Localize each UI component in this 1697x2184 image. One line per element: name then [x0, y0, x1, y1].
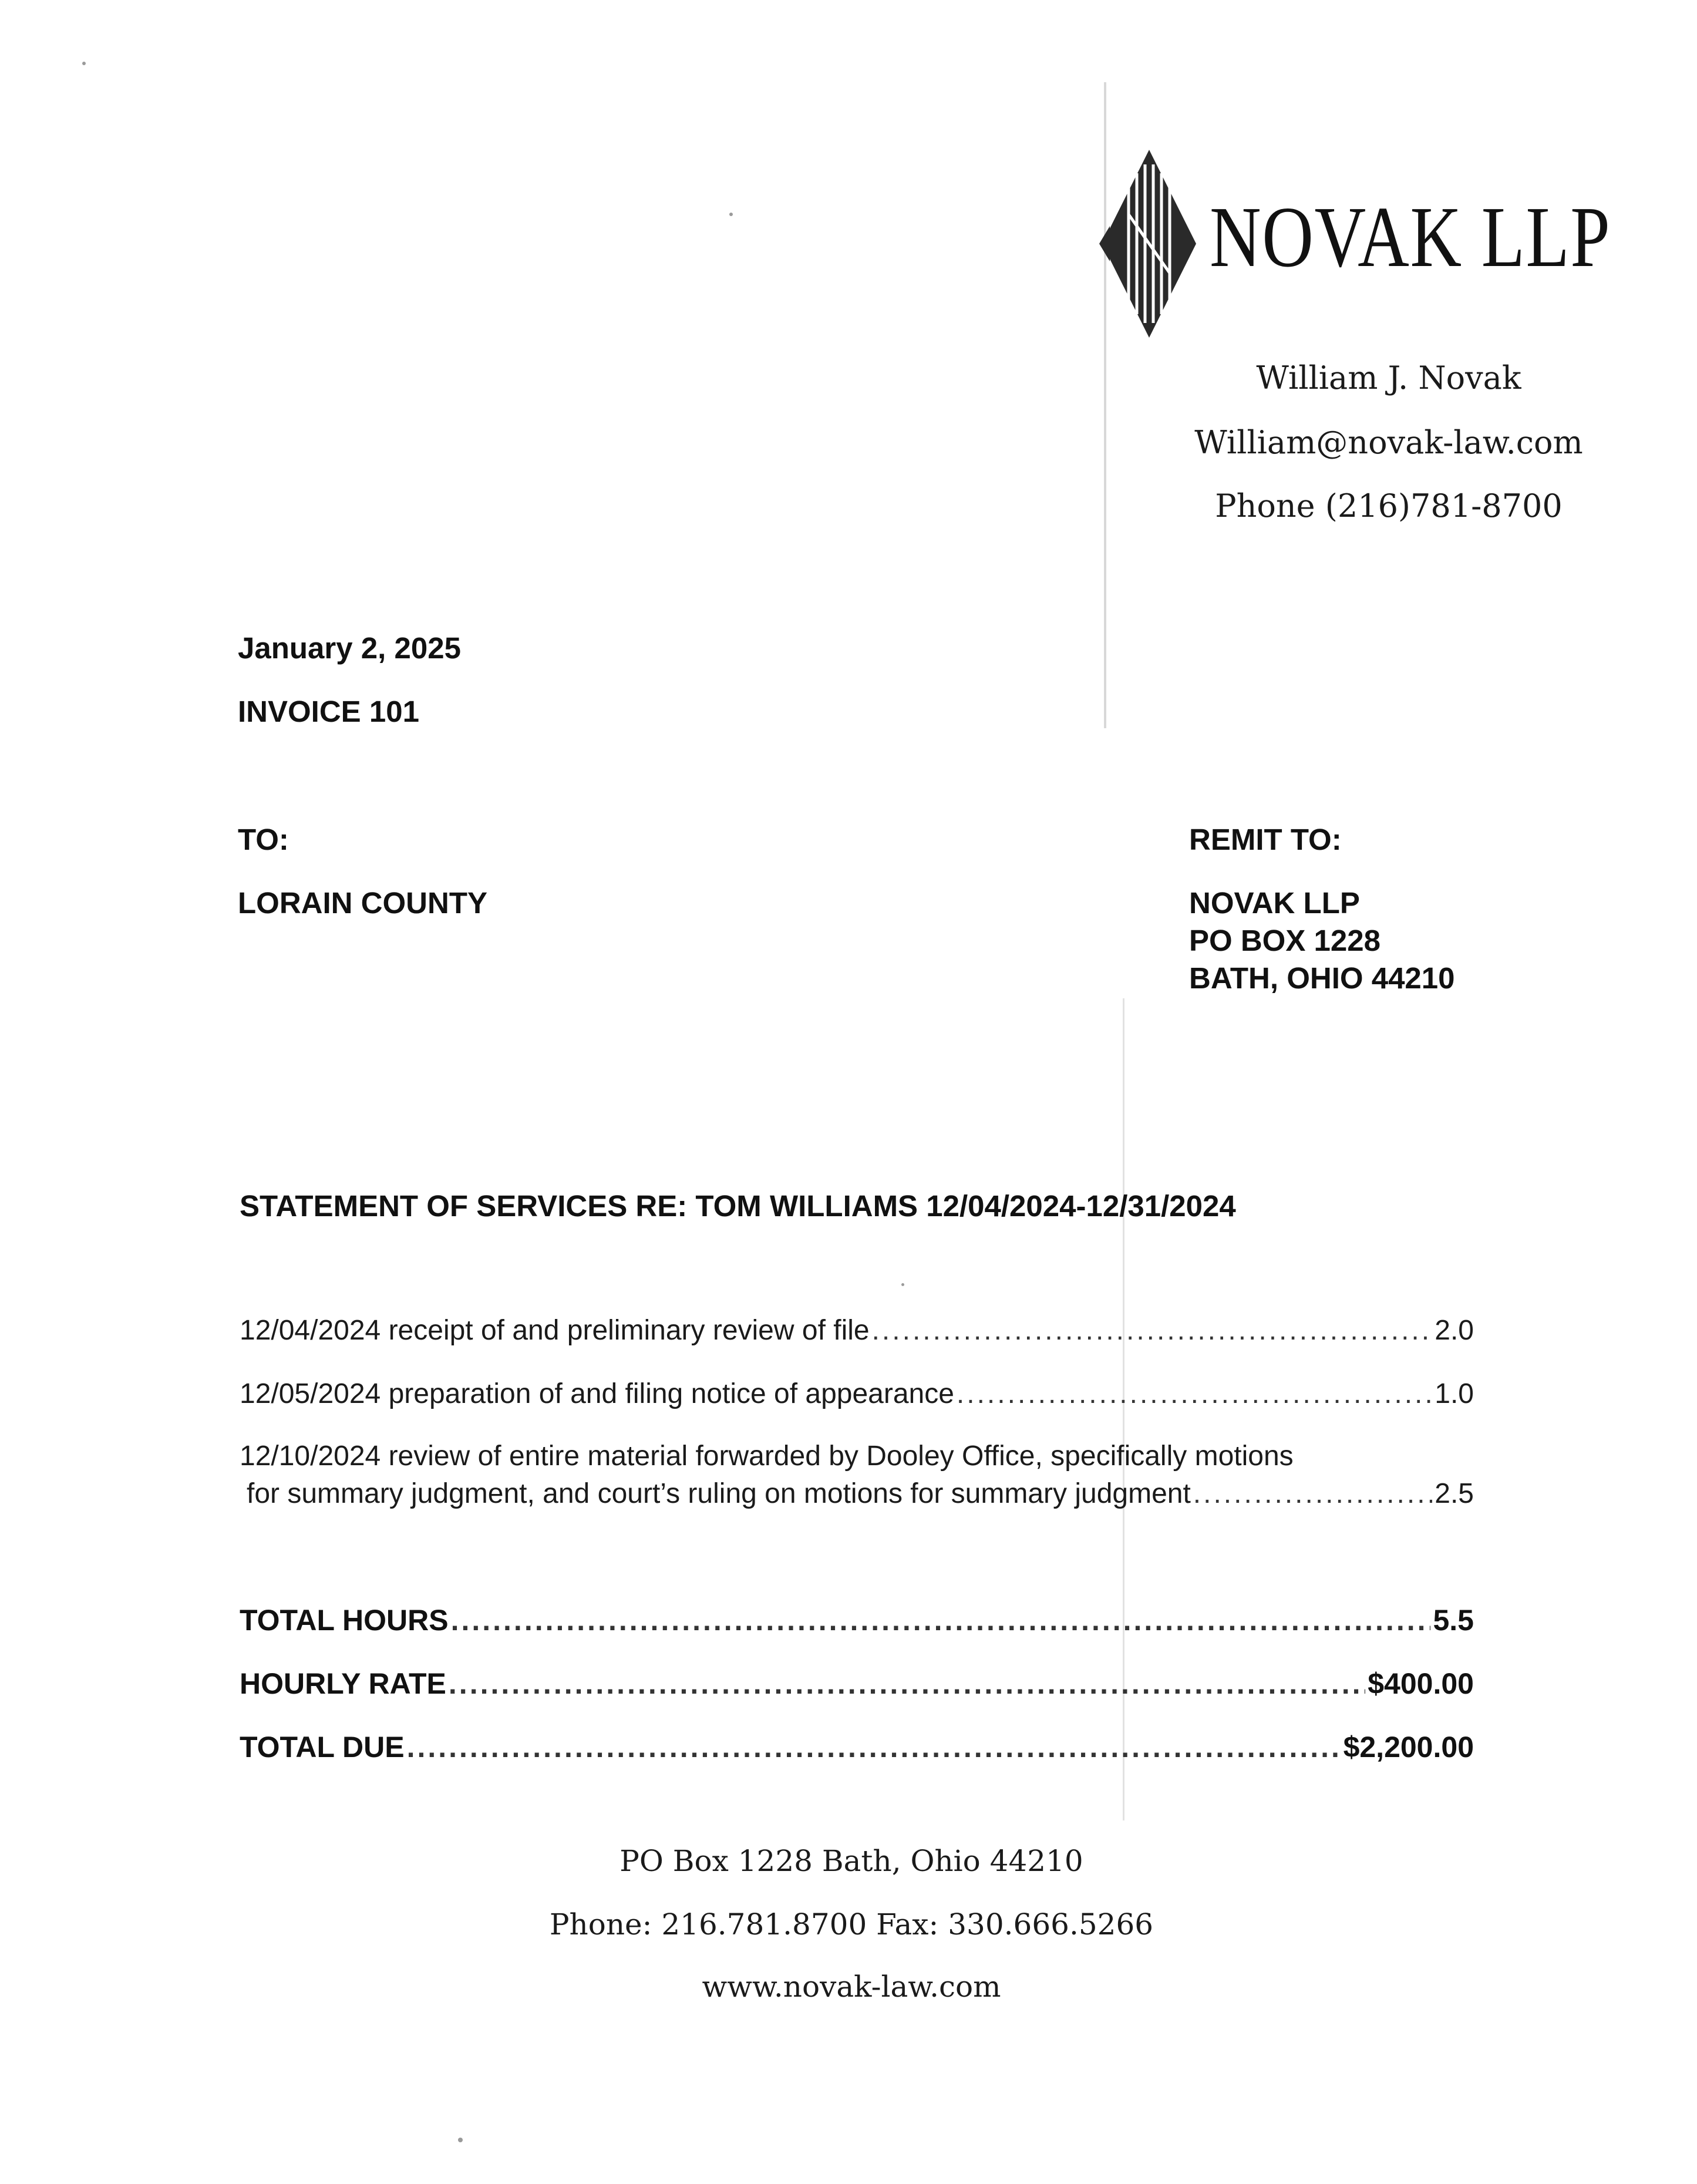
total-due-value: $2,200.00	[1343, 1731, 1474, 1764]
remit-to-line-3: BATH, OHIO 44210	[1189, 961, 1455, 995]
attorney-name: William J. Novak	[1256, 359, 1521, 396]
hourly-rate-label: HOURLY RATE	[240, 1667, 446, 1700]
service-entry-hours: 2.0	[1435, 1315, 1474, 1346]
leader-dots	[1193, 1478, 1432, 1510]
remit-to-label: REMIT TO:	[1189, 823, 1342, 856]
firm-name-logotype: NOVAK LLP	[1210, 189, 1611, 285]
service-entry	[247, 1478, 1474, 1510]
total-hours-label: TOTAL HOURS	[240, 1604, 449, 1637]
scan-speck	[458, 2138, 463, 2142]
bill-to-name: LORAIN COUNTY	[238, 886, 487, 920]
leader-dots	[451, 1603, 1431, 1637]
scan-speck	[901, 1283, 904, 1286]
leader-dots	[872, 1314, 1433, 1347]
service-entry-hours: 2.5	[1435, 1478, 1474, 1509]
service-entry-text: 12/04/2024 receipt of and preliminary review of file	[240, 1315, 870, 1346]
total-due-label: TOTAL DUE	[240, 1731, 405, 1764]
total-hours-value: 5.5	[1433, 1604, 1474, 1637]
hourly-rate-row	[240, 1667, 1474, 1701]
invoice-number: INVOICE 101	[238, 695, 419, 728]
footer-website: www.novak-law.com	[702, 1970, 1001, 2004]
remit-to-line-2: PO BOX 1228	[1189, 924, 1381, 957]
service-entry	[240, 1378, 1474, 1410]
service-entry-text-line-2: for summary judgment, and court’s ruling on motions for summary judgment	[247, 1478, 1191, 1509]
leader-dots	[407, 1730, 1341, 1764]
service-entry-hours: 1.0	[1435, 1378, 1474, 1409]
statement-heading: STATEMENT OF SERVICES RE: TOM WILLIAMS 12/04/2024-12/31/2024	[240, 1189, 1236, 1223]
leader-dots	[449, 1667, 1365, 1701]
total-due-row	[240, 1730, 1474, 1764]
service-entry-text: 12/05/2024 preparation of and filing notice of appearance	[240, 1378, 954, 1409]
invoice-date: January 2, 2025	[238, 631, 461, 665]
attorney-email: William@novak-law.com	[1194, 424, 1583, 461]
scan-speck	[82, 62, 86, 65]
service-entry-text-line-1: 12/10/2024 review of entire material forwarded by Dooley Office, specifically motions	[240, 1441, 1294, 1472]
footer-address: PO Box 1228 Bath, Ohio 44210	[619, 1844, 1083, 1878]
scan-speck	[729, 213, 733, 216]
total-hours-row	[240, 1603, 1474, 1637]
firm-logo-diamond-icon	[1099, 150, 1199, 338]
hourly-rate-value: $400.00	[1368, 1667, 1474, 1700]
bill-to-label: TO:	[238, 823, 289, 856]
leader-dots	[957, 1378, 1432, 1410]
footer-phone-fax: Phone: 216.781.8700 Fax: 330.666.5266	[549, 1907, 1154, 1941]
attorney-phone: Phone (216)781-8700	[1215, 487, 1563, 524]
remit-to-line-1: NOVAK LLP	[1189, 886, 1360, 920]
service-entry	[240, 1314, 1474, 1347]
